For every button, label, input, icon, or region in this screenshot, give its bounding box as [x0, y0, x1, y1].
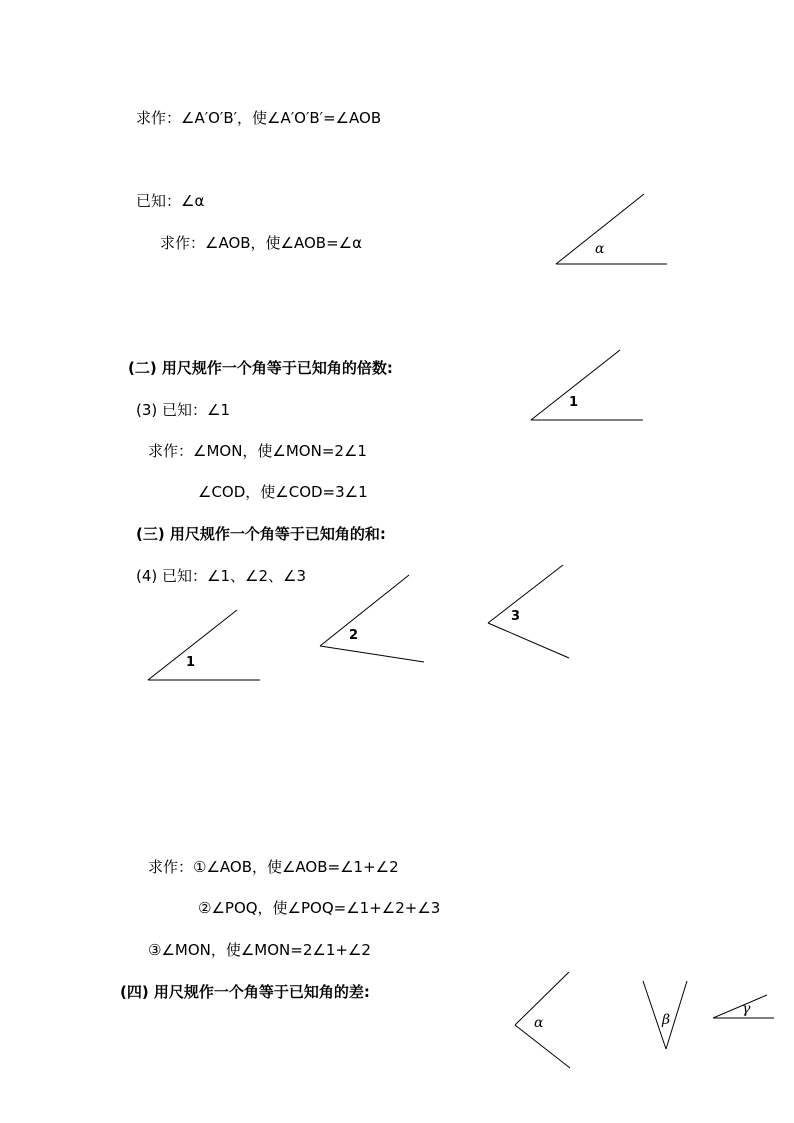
given-angles-123-line: (4) 已知：∠1、∠2、∠3	[136, 567, 306, 585]
angle-3-ray-upper	[488, 565, 563, 623]
angle-alpha-figure-2	[515, 972, 570, 1068]
angle-3-label: 3	[511, 609, 521, 624]
angle-2-ray-upper	[320, 575, 409, 646]
construct-mon-sum-line: ③∠MON，使∠MON=2∠1+∠2	[148, 941, 371, 959]
angle-alpha-figure	[556, 194, 667, 264]
construct-aob-sum-line: 求作：①∠AOB，使∠AOB=∠1+∠2	[148, 858, 399, 876]
angle-1b-label: 1	[186, 655, 196, 670]
section-heading-multiple: (二) 用尺规作一个角等于已知角的倍数:	[128, 359, 393, 377]
section-heading-sum: (三) 用尺规作一个角等于已知角的和:	[136, 525, 386, 543]
angle-alpha-label: α	[595, 241, 605, 257]
given-alpha-line: 已知：∠α	[136, 192, 205, 210]
angle-beta-label: β	[662, 1012, 671, 1028]
angle-beta-figure	[643, 981, 687, 1049]
angle-1a-label: 1	[569, 395, 579, 410]
angle-gamma-ray	[713, 995, 767, 1018]
angle-2-figure	[320, 575, 424, 662]
angle-3-figure	[488, 565, 569, 658]
angle-gamma-label: γ	[742, 1001, 751, 1017]
angle-1-figure-a	[531, 350, 643, 420]
angle-1-figure-b	[148, 610, 260, 680]
angle-alpha2-label: α	[534, 1015, 544, 1031]
section-heading-difference: (四) 用尺规作一个角等于已知角的差:	[120, 983, 370, 1001]
construct-poq-line: ②∠POQ，使∠POQ=∠1+∠2+∠3	[198, 899, 441, 917]
construct-line-1: 求作：∠A′O′B′，使∠A′O′B′=∠AOB	[136, 109, 382, 127]
given-angle-1-line: (3) 已知：∠1	[136, 401, 231, 419]
angle-gamma-figure	[713, 995, 774, 1018]
angle-2-ray-lower	[320, 646, 424, 662]
construct-mon-line: 求作：∠MON，使∠MON=2∠1	[148, 442, 367, 460]
angle-3-ray-lower	[488, 623, 569, 658]
angle-2-label: 2	[349, 628, 359, 643]
construct-aob-alpha-line: 求作：∠AOB，使∠AOB=∠α	[160, 234, 362, 252]
construct-cod-line: ∠COD，使∠COD=3∠1	[198, 483, 368, 501]
angle-alpha2-ray-lower	[515, 1025, 570, 1068]
